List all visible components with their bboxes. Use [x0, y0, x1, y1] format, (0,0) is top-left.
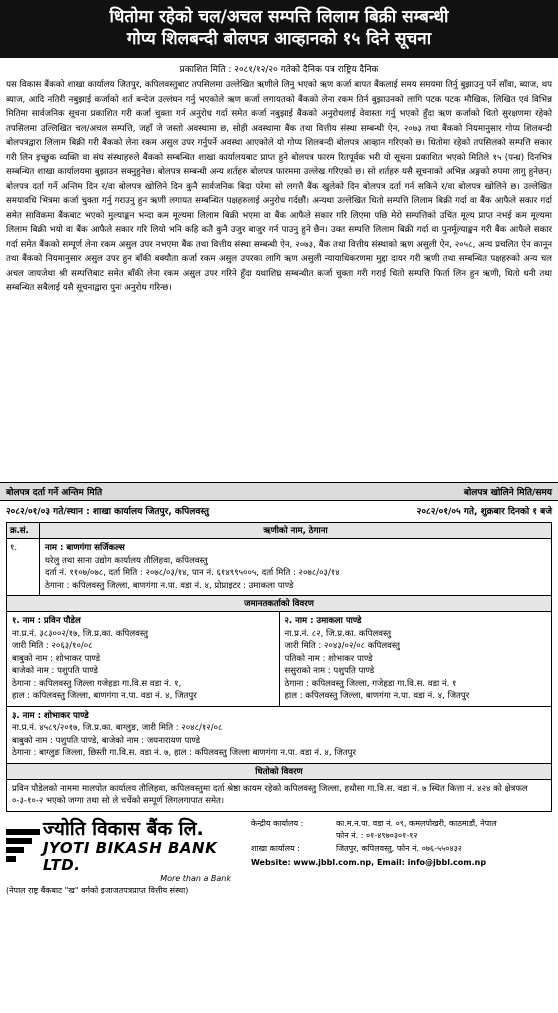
submission-deadline-value: २०८२/०१/०३ गते/स्थान : शाखा कार्यालय जितपुर, कपिलवस्तु — [6, 507, 209, 517]
guarantor-2-line: ससुराको नाम : पशुपति पाण्डे — [284, 666, 375, 676]
notice-body: यस विकास बैंकको शाखा कार्यालय जितपुर, कपिलवस्तुबाट तपसिलमा उल्लेखित ऋणीले लिनु भएको ऋण कर्जा बापत बैंकलाई समय समयमा तिर्नु बुझाउनु पर्ने साँवा, ब्याज, थप ब्याज, आदि नतिरी नबुझाई कर्जाको शर्त बन्देज उल्लंघन गर्नु भएकोले ऋण कर्जा लगायतको बैंकको लेना रकम तिर्न बुझाउनको लागि पटक पटक मौखिक, लिखित एवं विभिन्न मितिमा सार्वजनिक सूचना प्रकाशित गरी कर्जा चुक्ता गर्न अनुरोध गर्दा समेत कर्जा नबुझाई बैंकको अनुरोधलाई वेवास्ता गर्नु भएको हुँदा ऋण कर्जाको धितो सुरक्षणमा रहेको तपसिलमा उल्लिखित चल/अचल सम्पत्ति, जहाँ जे जस्तो अवस्थामा छ, सोही अवस्थामा बैंक तथा वित्तीय संस्था सम्बन्धी ऐन, २०७३ तथा बैंकको नियमानुसार गोप्य शिलबन्दी बोलपत्रद्वारा लिलाम बिक्री गरी बैंकको लेना रकम असुल उपर गर्नुपर्ने अवस्था आएकोले यो गोप्य शिलबन्दी बोलपत्र आव्हान गरिएको छ। धितोमा रहेको तपसिलको सम्पत्ति सकार गरी लिन इच्छुक व्यक्ति वा संघ संस्थाहरुले बैंकको सम्बन्धित शाखा कार्यालयबाट प्राप्त हुने बोलपत्र फारम रितपूर्वक भरी यो सूचना प्रकाशित भएको मितिले १५ (पन्ध्र) दिनभित्र सम्बन्धित शाखा कार्यालयमा बुझाउन सक्नुहुनेछ। बोलपत्र सम्बन्धी अन्य शर्तहरु बोलपत्र फारममा उल्लेख गरिएको छ। सो शर्तहरु यसै सूचनाको अभिन्न अङ्गको रुपमा लागु हुनेछन्। बोलपत्र दर्ता गर्ने अन्तिम दिन र/वा बोलपत्र खोलिने दिन कुनै सार्वजनिक बिदा परेमा सो लगत्तै बैंक खुलेको दिन बोलपत्र दर्ता गर्न सकिने र/वा बोलपत्र खोलिने छ। उल्लेखित समयावधि भित्रमा कर्जा चुक्ता गर्नु गराउनु हुन ऋणी लगायत सम्बन्धित पक्षहरुलाई अनुरोध गर्दछौं। अन्यथा उल्लेखित धितो सम्पत्ति लिलाम बिक्री गर्दा वा बैंक आफैले सकार गर्दा समेत साविकमा बैंकबाट भएको मुल्याङ्कन भन्दा कम मूल्यमा लिलाम बिक्री भएमा वा बैंक आफैले सकार गरि लिएमा पछि मेरो सम्पत्तिको उचित मूल्य प्राप्त नभई कम मूल्यमा लिलाम बिक्री भयो वा बैंक आफैले सकार गरि लियो भनि कहि कतै कुनै उजुर बाजुर गर्न पाउनु हुने छैन। उक्त सम्पत्ति लिलाम बिक्री गर्दा वा पुनर्मूल्याङ्कन गरी बैंक आफैले सकार गर्दा समेत बैंकको सम्पूर्ण लेना रकम असुल उपर नभएमा बैंक तथा वित्तीय संस्था सम्बन्धी ऐन, २०७३, बैंक तथा वित्तीय संस्थाको ऋण असुली ऐन, २०५८, अन्य प्रचलित ऐन कानून तथा बैंकको नियमानुसार असुल उपर हुन बाँकी बक्यौता कर्जा रकम असुल उपरका लागि ऋण असुली न्यायाधिकरणमा मुद्दा दायर गरी ऋणी तथा सम्बन्धित पक्षहरुको अन्य चल अचल जायजेथा श्री सम्पत्तिबाट समेत बाँकी लेना रकम असुल उपर गरिने हुँदा यथाशिघ्र सम्बन्धीत कर्जा चुक्ता गरी गराई धितो सम्पत्ति फिर्ता लिन हुन ऋणी, धितो धनी तथा सम्बन्धित सबैलाई यसै सूचनाद्वारा पुनः अनुरोध गरिन्छ। — [6, 80, 552, 293]
guarantor-2-line: ठेगाना : कपिलवस्तु जिल्ला, गजेहडा गा.वि.स. वडा नं. १ — [284, 678, 457, 689]
central-office-address: का.म.न.पा. वडा नं. ०९, कमलपोखरी, काठमाडौं, नेपाल — [336, 818, 497, 828]
guarantor-1-line: बाजेको नाम : पशुपति पाण्डे — [12, 666, 98, 676]
borrower-sn: १. — [7, 539, 40, 595]
guarantor-1 — [7, 612, 279, 706]
collateral-details: प्रविन पौडेलको नाममा मालपोत कार्यालय तौलिहवा, कपिलवस्तुमा दर्ता श्रेष्ठा कायम रहेको कपिलवस्तु जिल्ला, हथौसा गा.वि.स. वडा नं. ७ स्थित कित्ता नं. ४२४ को क्षेत्रफल ०-३-१०-२ भएको जग्गा तथा सो ले चर्चेको सम्पूर्ण लिगलगापात समेत। — [12, 783, 528, 806]
deadline-values — [0, 501, 558, 520]
guarantor-1-name: १. नाम : प्रविन पौडेल — [12, 616, 81, 626]
title-line-2: गोप्य शिलबन्दी बोलपत्र आव्हानको १५ दिने सूचना — [126, 29, 432, 49]
published-date: प्रकाशित मिति : २०८१/१२/२० गतेको दैनिक पत्र राष्ट्रिय दैनिक — [179, 65, 379, 75]
guarantor-2-line: जारी मिति : २०४३/०२/०८ कपिलवस्तु — [284, 641, 400, 651]
collateral-header: धितोको विवरण — [7, 764, 551, 780]
title-line-1: धितोमा रहेको चल/अचल सम्पत्ति लिलाम बिक्री सम्बन्धी — [109, 7, 449, 27]
guarantor-2 — [279, 612, 552, 706]
central-office-phone: फोन नं. : ०१-४९७०३०१-१२ — [336, 831, 418, 840]
branch-office-address: जितपुर, कपिलवस्तु, फोन नं. ०७६-५५०४३२ — [336, 843, 462, 853]
bank-tagline: More than a Bank — [160, 873, 231, 883]
guarantor-1-line: ठेगाना : कपिलवस्तु जिल्ला गजेहडा गा.वि.स वडा नं. १, — [12, 678, 182, 689]
guarantor-3-name: ३. नाम : शोभाकर पाण्डे — [12, 710, 89, 721]
bank-license-note: (नेपाल राष्ट्र बैंकबाट "ख" वर्गको इजाजतपत्रप्राप्त वित्तीय संस्था) — [6, 885, 189, 895]
borrower-name: नाम : बाणगंगा सर्जिकल्स — [45, 543, 125, 553]
borrower-row — [7, 539, 551, 596]
bank-name-english: JYOTI BIKASH BANK LTD. — [42, 838, 218, 874]
guarantor-2-line: पतिको नाम : शोभाकर पाण्डे — [284, 653, 373, 664]
notice-title — [0, 0, 558, 58]
borrower-line-2: दर्ता नं. ११०७/०७८, दर्ता मिति : २०७८/०३/१४, पान नं. ६१४९९५००५, दर्ता मिति : २०७८/०३/१४ — [45, 568, 340, 578]
guarantor-1-line: बाबुको नाम : शोभाकर पाण्डे — [12, 653, 101, 664]
guarantor-header: जमानतकर्ताको विवरण — [7, 596, 551, 612]
central-office-label: केन्द्रीय कार्यालय : — [251, 818, 304, 828]
guarantor-row — [7, 612, 551, 707]
opening-date-label: बोलपत्र खोलिने मिति/समय — [463, 488, 552, 498]
deadline-labels — [0, 482, 558, 501]
borrower-line-1: घरेलु तथा साना उद्योग कार्यालय तौलिहवा, कपिलवस्तु — [45, 555, 208, 566]
guarantor-2-line: ना.प्र.नं. ८२, जि.प्र.का. कपिलवस्तु — [284, 628, 392, 639]
guarantor-1-line: जारी मिति : २०६३/१०/०८ — [12, 641, 93, 651]
bank-name-nepali: ज्योति विकास बैंक लि. — [42, 817, 204, 840]
bank-contact — [241, 818, 552, 896]
central-office-row — [251, 818, 552, 831]
submission-deadline-label: बोलपत्र दर्ता गर्ने अन्तिम मिति — [6, 488, 103, 498]
table-header — [7, 523, 551, 539]
bank-names — [43, 818, 241, 874]
central-phone-row — [251, 830, 552, 843]
logo-row — [6, 818, 241, 874]
branch-office-row — [251, 843, 552, 856]
guarantor-1-line: ना.प्र.नं. ३८३००२/१७, जि.प्र.का. कपिलवस्तु — [12, 628, 148, 639]
website-email[interactable]: Website: www.jbbl.com.np, Email: info@jbbl.com.np — [251, 858, 487, 867]
footer — [6, 818, 552, 896]
guarantor-3 — [7, 707, 551, 764]
borrower-header: ऋणीको नाम, ठेगाना — [263, 526, 328, 536]
guarantor-1-line: हाल : कपिलवस्तु जिल्ला, बाणगंगा न.पा. वडा नं. ४, जितपुर — [12, 691, 197, 701]
guarantor-3-line: ना.प्र.नं. ४५८९/२०१७, जि.प्र.का. बाग्लुङ, जारी मिति : २०४८/१२/०८ — [12, 723, 223, 733]
borrower-details — [40, 539, 551, 595]
branch-office-label: शाखा कार्यालय : — [251, 843, 300, 853]
sn-header: क्र.सं. — [7, 523, 40, 538]
spacer — [251, 830, 336, 843]
guarantor-3-line: ठेगाना : बाग्लुङ जिल्ला, छिस्ती गा.वि.स. वडा नं. ७, हाल : कपिलवस्तु जिल्ला बाणगंगा न.पा. वडा नं. ४, जितपुर — [12, 748, 356, 758]
guarantor-2-line: हाल : कपिलवस्तु जिल्ला, बाणगंगा न.पा. वडा नं. ४, जितपुर — [284, 691, 470, 701]
guarantor-3-line: बाबुको नाम : पशुपति पाण्डे, बाजेको नाम : जयनारायण पाण्डे — [12, 735, 201, 746]
opening-date-value: २०८२/०१/०५ गते, शुक्रबार दिनको १ बजे — [416, 507, 552, 517]
bank-logo-icon — [6, 829, 37, 863]
bank-logo-block — [6, 818, 241, 896]
guarantor-2-name: २. नाम : उमाकला पाण्डे — [284, 616, 362, 626]
borrower-line-3: ठेगाना : कपिलवस्तु जिल्ला, बाणगंगा न.पा. वडा नं. ४, प्रोप्राइटर : उमाकला पाण्डे — [45, 580, 294, 591]
details-table — [6, 522, 552, 812]
